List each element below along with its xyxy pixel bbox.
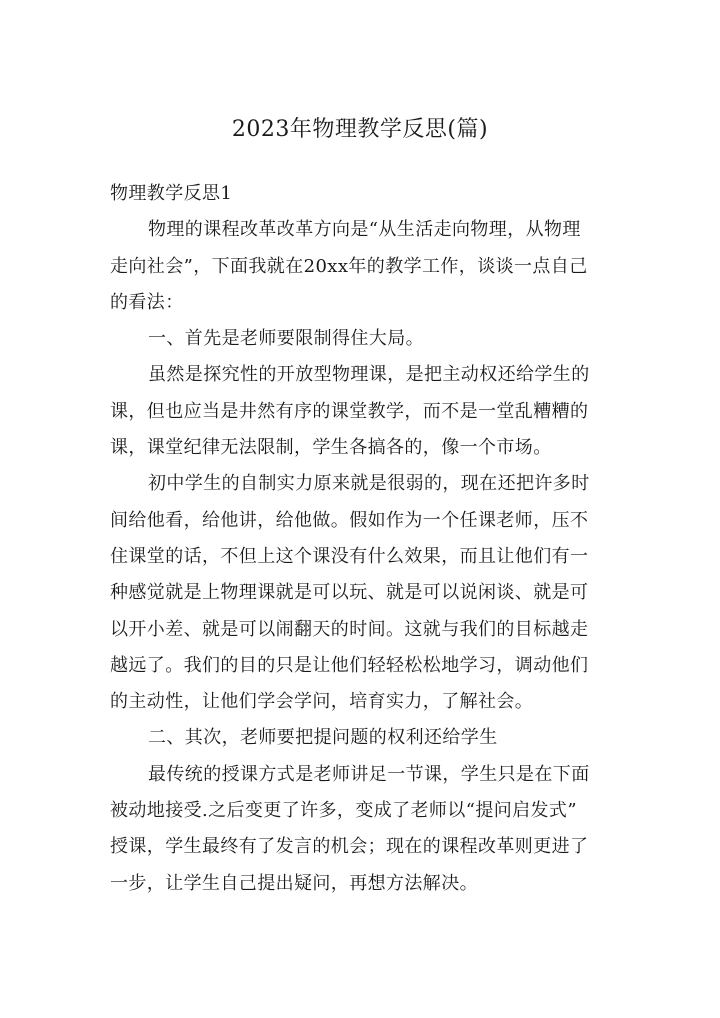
paragraph-line: 初中学生的自制实力原来就是很弱的，现在还把许多时 [148, 473, 590, 495]
paragraph-line: 的看法： [110, 291, 184, 313]
paragraph-line: 一步，让学生自己提出疑问，再想方法解决。 [110, 872, 478, 894]
section-heading: 物理教学反思1 [110, 183, 233, 204]
paragraph-line: 课，但也应当是井然有序的课堂教学，而不是一堂乱糟糟的 [110, 400, 589, 422]
paragraph-line: 虽然是探究性的开放型物理课，是把主动权还给学生的 [148, 364, 590, 386]
paragraph-line: 物理的课程改革改革方向是“从生活走向物理，从物理 [148, 219, 581, 241]
paragraph-line: 越远了。我们的目的只是让他们轻轻松松地学习，调动他们 [110, 654, 589, 676]
paragraph-line: 课，课堂纪律无法限制，学生各搞各的，像一个市场。 [110, 437, 552, 459]
paragraph-line: 一、首先是老师要限制得住大局。 [148, 328, 424, 350]
paragraph-line: 最传统的授课方式是老师讲足一节课，学生只是在下面 [148, 763, 590, 785]
paragraph-line: 间给他看，给他讲，给他做。假如作为一个任课老师，压不 [110, 509, 589, 531]
paragraph-line: 种感觉就是上物理课就是可以玩、就是可以说闲谈、就是可 [110, 582, 589, 604]
paragraph-line: 二、其次，老师要把提问题的权利还给学生 [148, 727, 498, 749]
paragraph-line: 以开小差、就是可以闹翻天的时间。这就与我们的目标越走 [110, 618, 589, 640]
paragraph-line: 的主动性，让他们学会学问，培育实力，了解社会。 [110, 691, 534, 713]
paragraph-line: 住课堂的话，不但上这个课没有什么效果，而且让他们有一 [110, 545, 589, 567]
paragraph-line: 被动地接受.之后变更了许多，变成了老师以“提问启发式” [110, 800, 577, 822]
document-title: 2023年物理教学反思(篇) [231, 117, 489, 142]
paragraph-line: 走向社会”，下面我就在20xx年的教学工作，谈谈一点自己 [110, 255, 588, 277]
paragraph-line: 授课，学生最终有了发言的机会；现在的课程改革则更进了 [110, 836, 589, 858]
document-body [110, 176, 615, 902]
